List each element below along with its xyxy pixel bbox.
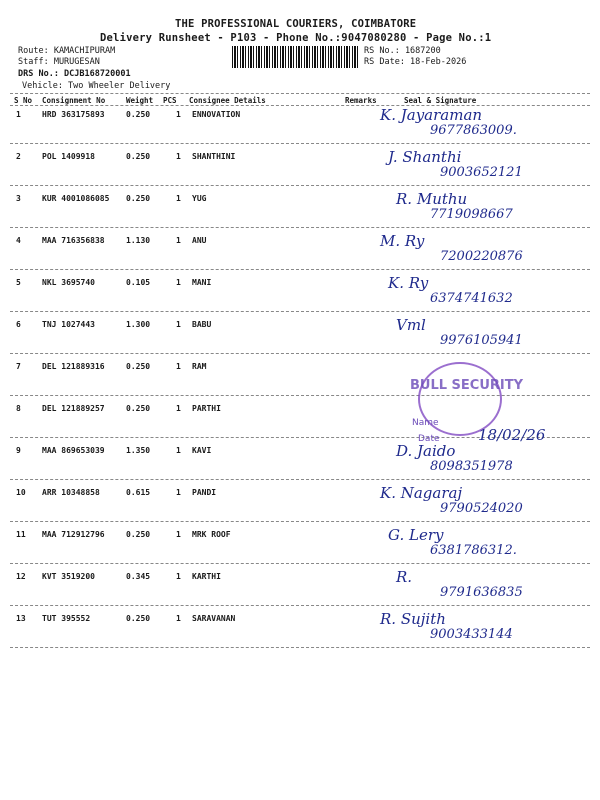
header-bottom-rule [10,105,590,106]
row-sno: 12 [16,572,26,581]
row-weight: 0.250 [126,152,151,161]
row-sno: 8 [16,404,21,413]
vehicle-label: Vehicle: Two Wheeler Delivery [22,81,171,91]
row-divider [10,269,590,270]
row-signature: Vml [396,316,426,334]
row-phone: 6381786312. [430,543,517,558]
row-sno: 5 [16,278,21,287]
col-consignment: Consignment No [42,96,106,105]
row-divider [10,353,590,354]
row-weight: 0.250 [126,194,151,203]
row-consignee: RAM [192,362,207,371]
row-divider [10,227,590,228]
row-sno: 10 [16,488,26,497]
row-weight: 0.250 [126,404,151,413]
row-weight: 0.250 [126,362,151,371]
row-divider [10,311,590,312]
row-consignee: SHANTHINI [192,152,236,161]
company-title: THE PROFESSIONAL COURIERS, COIMBATORE [175,18,417,30]
row-phone: 9976105941 [440,333,523,348]
col-remarks: Remarks [345,96,377,105]
row-pcs: 1 [176,320,181,329]
row-pcs: 1 [176,278,181,287]
row-pcs: 1 [176,488,181,497]
row-pcs: 1 [176,572,181,581]
route-label: Route: KAMACHIPURAM [18,46,116,56]
row-pcs: 1 [176,110,181,119]
row-sno: 4 [16,236,21,245]
row-divider [10,143,590,144]
barcode [232,46,358,68]
rs-date: RS Date: 18-Feb-2026 [364,57,467,67]
row-sno: 1 [16,110,21,119]
row-phone: 9677863009. [430,123,517,138]
row-signature: K. Jayaraman [380,106,483,124]
row-consignee: PARTHI [192,404,221,413]
row-consignment: DEL 121889316 [42,362,105,371]
row-consignee: KARTHI [192,572,221,581]
row-sno: 3 [16,194,21,203]
row-consignee: ANU [192,236,207,245]
row-consignment: TNJ 1027443 [42,320,95,329]
row-sno: 7 [16,362,21,371]
row-phone: 9791636835 [440,585,523,600]
drs-label: DRS No.: DCJB168720001 [18,69,131,79]
row-consignment: HRD 363175893 [42,110,105,119]
row-pcs: 1 [176,446,181,455]
row-weight: 0.250 [126,110,151,119]
row-divider [10,563,590,564]
rs-number: RS No.: 1687200 [364,46,441,56]
row-signature: J. Shanthi [388,148,462,166]
row-consignee: BABU [192,320,212,329]
row-divider [10,395,590,396]
row-sno: 13 [16,614,26,623]
row-consignment: MAA 716356838 [42,236,105,245]
col-consignee: Consignee Details [189,96,266,105]
row-phone: 7200220876 [440,249,523,264]
row-phone: 6374741632 [430,291,513,306]
row-consignment: NKL 3695740 [42,278,95,287]
row-signature: R. Muthu [396,190,468,208]
row-weight: 1.130 [126,236,151,245]
col-weight: Weight [126,96,154,105]
row-consignee: PANDI [192,488,217,497]
row-pcs: 1 [176,236,181,245]
row-consignment: TUT 395552 [42,614,91,623]
row-consignment: POL 1409918 [42,152,95,161]
row-consignment: ARR 10348858 [42,488,100,497]
row-signature: K. Nagaraj [380,484,463,502]
header-top-rule [10,93,590,94]
row-weight: 0.250 [126,530,151,539]
row-consignee: MANI [192,278,212,287]
row-signature: D. Jaido [396,442,456,460]
row-sno: 11 [16,530,26,539]
row-divider [10,605,590,606]
row-consignee: YUG [192,194,207,203]
runsheet-subtitle: Delivery Runsheet - P103 - Phone No.:9047080280 - Page No.:1 [100,32,492,44]
row-consignment: KVT 3519200 [42,572,95,581]
row-consignment: DEL 121889257 [42,404,105,413]
row-consignment: KUR 4001086085 [42,194,110,203]
row-signature: R. [396,568,413,586]
stamp-date-label: Date [418,434,440,444]
row-pcs: 1 [176,362,181,371]
row-pcs: 1 [176,152,181,161]
row-signature: R. Sujith [380,610,446,628]
row-divider [10,647,590,648]
stamp-text: BULL SECURITY [410,378,524,393]
row-weight: 1.300 [126,320,151,329]
col-sno: S No [14,96,33,105]
row-sno: 6 [16,320,21,329]
row-phone: 7719098667 [430,207,513,222]
row-divider [10,479,590,480]
row-pcs: 1 [176,194,181,203]
row-consignee: KAVI [192,446,212,455]
row-divider [10,521,590,522]
row-signature: G. Lery [388,526,444,544]
stamp-date-value: 18/02/26 [478,426,546,444]
row-pcs: 1 [176,530,181,539]
row-signature: M. Ry [380,232,425,250]
row-sno: 2 [16,152,21,161]
row-weight: 0.345 [126,572,151,581]
staff-label: Staff: MURUGESAN [18,57,100,67]
row-divider [10,185,590,186]
row-consignee: MRK ROOF [192,530,231,539]
row-consignment: MAA 869653039 [42,446,105,455]
row-signature: K. Ry [388,274,429,292]
row-weight: 0.615 [126,488,151,497]
row-phone: 9790524020 [440,501,523,516]
col-pcs: PCS [163,96,177,105]
row-pcs: 1 [176,404,181,413]
row-phone: 9003433144 [430,627,513,642]
row-consignment: MAA 712912796 [42,530,105,539]
row-weight: 0.105 [126,278,151,287]
row-consignee: ENNOVATION [192,110,241,119]
stamp-name-label: Name [412,418,439,428]
row-pcs: 1 [176,614,181,623]
col-seal: Seal & Signature [404,96,477,105]
row-phone: 9003652121 [440,165,523,180]
row-weight: 1.350 [126,446,151,455]
row-phone: 8098351978 [430,459,513,474]
row-weight: 0.250 [126,614,151,623]
row-consignee: SARAVANAN [192,614,236,623]
row-sno: 9 [16,446,21,455]
